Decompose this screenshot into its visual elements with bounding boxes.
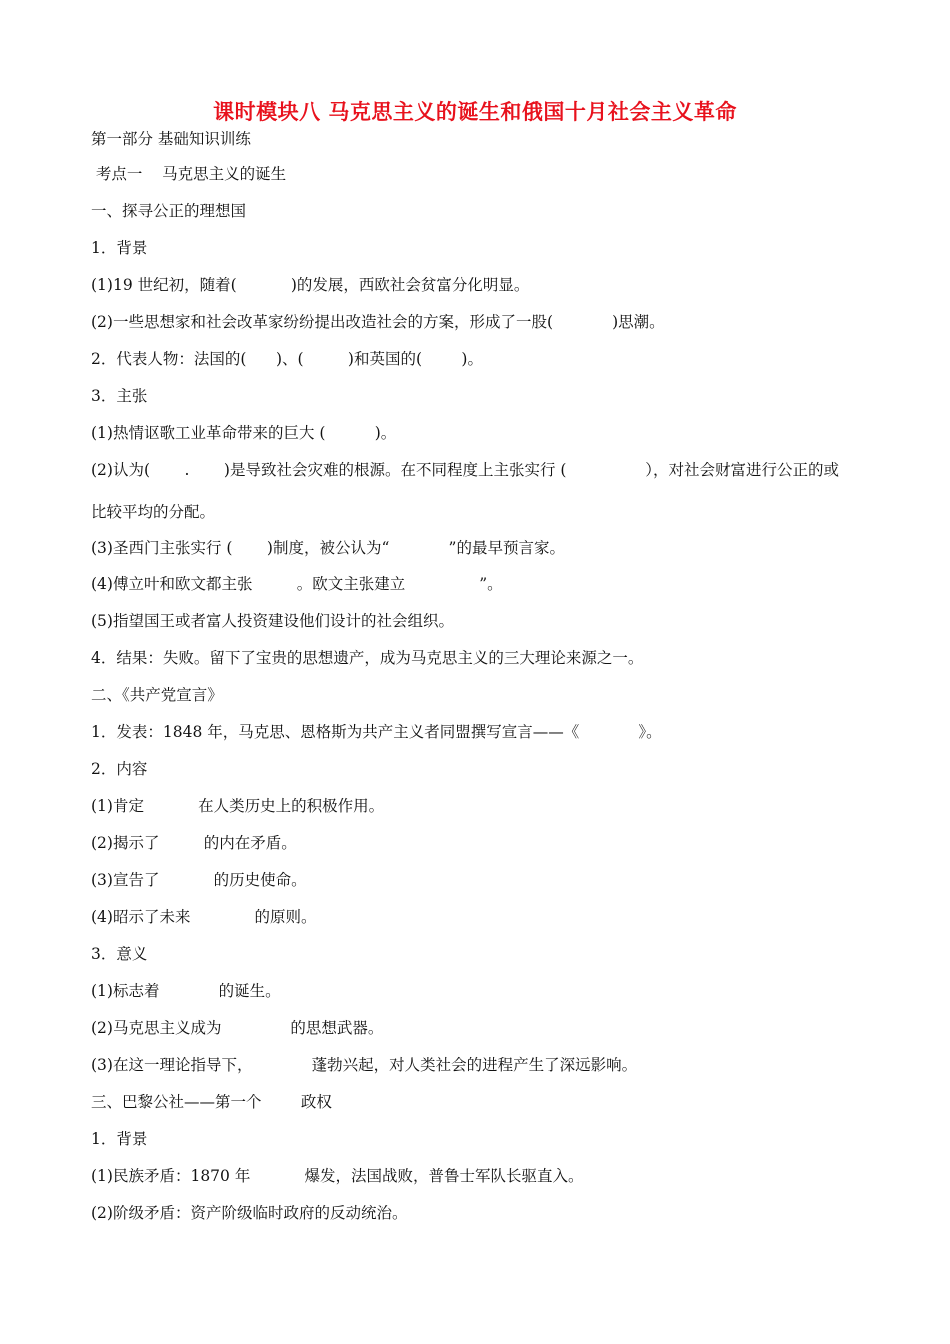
section-heading: 第一部分 基础知识训练 [91, 130, 251, 148]
text-line: 比较平均的分配。 [91, 503, 216, 521]
text-line: 3．主张 [91, 387, 148, 405]
text-line: 1．背景 [91, 1130, 148, 1148]
text-line: (5)指望国王或者富人投资建设他们设计的社会组织。 [91, 612, 454, 630]
text-line: (1)热情讴歌工业革命带来的巨大 ( )。 [91, 424, 397, 442]
text-line: 2．代表人物：法国的( )、( )和英国的( )。 [91, 350, 483, 368]
text-line: (1)肯定 在人类历史上的积极作用。 [91, 797, 385, 815]
section-heading: 二、《共产党宣言》 [91, 686, 223, 704]
text-line: (4)昭示了未来 的原则。 [91, 908, 317, 926]
section-heading: 一、探寻公正的理想国 [91, 202, 247, 220]
text-line: (3)圣西门主张实行 ( )制度，被公认为“ ”的最早预言家。 [91, 539, 565, 557]
text-line: (3)宣告了 的历史使命。 [91, 871, 307, 889]
text-line: (4)傅立叶和欧文都主张 。欧文主张建立 ”。 [91, 575, 503, 593]
text-line: (1)19 世纪初，随着( )的发展，西欧社会贫富分化明显。 [91, 276, 530, 294]
text-line: (2)揭示了 的内在矛盾。 [91, 834, 297, 852]
document-title: 课时模块八 马克思主义的诞生和俄国十月社会主义革命 [213, 100, 737, 124]
text-line: 2．内容 [91, 760, 148, 778]
text-line: (1)标志着 的诞生。 [91, 982, 281, 1000]
text-line: 4．结果：失败。留下了宝贵的思想遗产，成为马克思主义的三大理论来源之一。 [91, 649, 644, 667]
section-heading: 考点一 马克思主义的诞生 [91, 165, 287, 183]
section-heading: 三、巴黎公社——第一个 政权 [91, 1093, 332, 1111]
text-line: (1)民族矛盾：1870 年 爆发，法国战败，普鲁士军队长驱直入。 [91, 1167, 584, 1185]
text-line: (3)在这一理论指导下， 蓬勃兴起，对人类社会的进程产生了深远影响。 [91, 1056, 638, 1074]
text-line: (2)一些思想家和社会改革家纷纷提出改造社会的方案，形成了一股( )思潮。 [91, 313, 665, 331]
text-line: 1．背景 [91, 239, 148, 257]
text-line: 1．发表：1848 年，马克思、恩格斯为共产主义者同盟撰写宣言——《 》。 [91, 723, 662, 741]
text-line: (2)认为( . )是导致社会灾难的根源。在不同程度上主张实行 ( ），对社会财富进行公正的或 [91, 461, 840, 479]
text-line: 3．意义 [91, 945, 148, 963]
text-line: (2)马克思主义成为 的思想武器。 [91, 1019, 384, 1037]
text-line: (2)阶级矛盾：资产阶级临时政府的反动统治。 [91, 1204, 408, 1222]
